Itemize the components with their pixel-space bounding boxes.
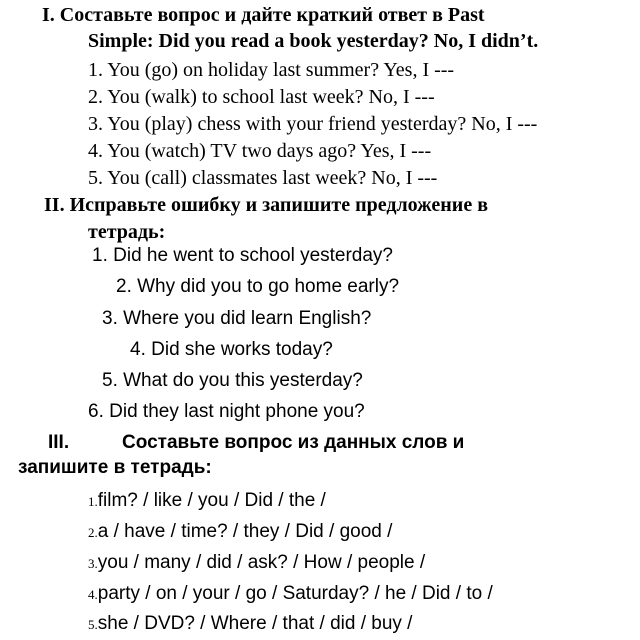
section1-item: 1. You (go) on holiday last summer? Yes, I --- — [88, 59, 455, 81]
section3-item-text: she / DVD? / Where / that / did / buy / — [97, 613, 413, 634]
section3-item — [88, 552, 425, 574]
section2-item: 5. What do you this yesterday? — [102, 370, 363, 391]
section2-item: 4. Did she works today? — [130, 339, 333, 360]
section2-heading-line2: тетрадь: — [88, 221, 166, 243]
section1-item: 4. You (watch) TV two days ago? Yes, I --- — [88, 140, 432, 162]
section3-item-number: 2. — [88, 525, 98, 540]
section1-item: 3. You (play) chess with your friend yesterday? No, I --- — [88, 113, 538, 135]
section1-item: 2. You (walk) to school last week? No, I --- — [88, 86, 435, 108]
section3-item-number: 5. — [88, 617, 98, 632]
section1-heading-line2: Simple: Did you read a book yesterday? No, I didn’t. — [88, 30, 539, 52]
section3-item-text: you / many / did / ask? / How / people / — [97, 552, 426, 573]
section3-item — [88, 490, 326, 512]
section1-item: 5. You (call) classmates last week? No, I --- — [88, 167, 438, 189]
section2-item: 1. Did he went to school yesterday? — [92, 245, 394, 266]
section3-item-number: 3. — [88, 556, 98, 571]
section3-item — [88, 583, 493, 605]
section1-heading-line1: I. Составьте вопрос и дайте краткий ответ в Past — [42, 4, 485, 26]
section3-numeral: III. — [48, 432, 70, 453]
section3-item — [88, 613, 412, 635]
section3-item-text: a / have / time? / they / Did / good / — [97, 521, 393, 542]
section2-item: 2. Why did you to go home early? — [116, 276, 400, 297]
section3-item-text: party / on / your / go / Saturday? / he / Did / to / — [97, 583, 493, 604]
section2-item: 6. Did they last night phone you? — [88, 401, 365, 422]
section3-item-number: 4. — [88, 587, 98, 602]
section3-item-text: film? / like / you / Did / the / — [97, 490, 326, 511]
section3-item — [88, 521, 392, 543]
section3-heading-line1: Составьте вопрос из данных слов и — [122, 432, 465, 453]
section2-heading-line1: II. Исправьте ошибку и запишите предложение в — [44, 194, 489, 216]
section2-item: 3. Where you did learn English? — [102, 308, 372, 329]
section3-item-number: 1. — [88, 494, 98, 509]
section3-heading-line2: запишите в тетрадь: — [18, 457, 212, 478]
